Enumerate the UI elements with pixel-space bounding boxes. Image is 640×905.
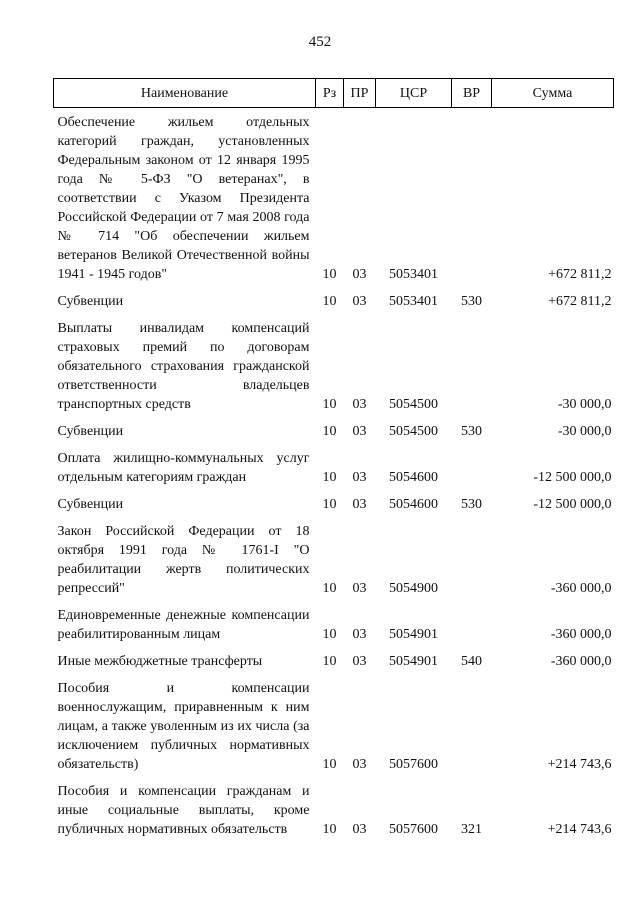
row-vr [452,674,492,777]
row-csr: 5054901 [389,654,438,669]
row-pr: 03 [352,267,367,282]
row-name: Субвенции [57,294,124,309]
row-sum: +214 743,6 [547,822,612,837]
row-sum: -360 000,0 [550,581,612,596]
table-row [54,777,614,842]
table-row [54,287,614,314]
row-name: Обеспечение жильем отдельных категорий граждан, установленных Федеральным законом от 12 января 1995 года № 5-ФЗ "О ветеранах", в соответствии с Указом Президента Российской Федерации от 7 мая 2008 года № 714 "Об обеспечении жильем ветеранов Великой Отечественной войны 1941 - 1945 годов" [57,115,310,282]
row-vr [452,444,492,490]
row-rz: 10 [322,581,337,596]
row-sum: +672 811,2 [548,294,612,309]
row-vr [452,517,492,601]
row-vr: 530 [461,497,482,512]
row-name: Пособия и компенсации военнослужащим, приравненным к ним лицам, а также уволенным из их числа (за исключением публичных нормативных обязательств) [57,681,310,772]
row-name: Выплаты инвалидам компенсаций страховых премий по договорам обязательного страхования гражданской ответственности владельцев транспортных средств [57,321,310,412]
row-pr: 03 [352,470,367,485]
row-csr: 5054600 [389,470,438,485]
row-csr: 5054500 [389,397,438,412]
row-name: Единовременные денежные компенсации реабилитированным лицам [57,608,310,642]
header-vr: ВР [452,79,492,108]
row-csr: 5054500 [389,424,438,439]
row-csr: 5053401 [389,294,438,309]
header-rz: Рз [316,79,344,108]
row-name: Иные межбюджетные трансферты [57,654,263,669]
row-sum: +214 743,6 [547,757,612,772]
table-row [54,601,614,647]
row-rz: 10 [322,757,337,772]
row-rz: 10 [322,654,337,669]
budget-table [53,78,614,842]
row-sum: -12 500 000,0 [533,497,612,512]
row-vr: 321 [461,822,482,837]
table-row [54,417,614,444]
row-sum: -30 000,0 [557,424,612,439]
row-name: Закон Российской Федерации от 18 октября 1991 года № 1761-I "О реабилитации жертв политических репрессий" [57,524,310,596]
table-row [54,647,614,674]
row-pr: 03 [352,581,367,596]
header-name: Наименование [54,79,316,108]
row-csr: 5054600 [389,497,438,512]
page-number: 452 [308,34,332,50]
row-pr: 03 [352,397,367,412]
row-vr: 540 [461,654,482,669]
row-csr: 5053401 [389,267,438,282]
header-sum: Сумма [492,79,614,108]
table-row [54,490,614,517]
row-csr: 5057600 [389,822,438,837]
row-rz: 10 [322,294,337,309]
row-name: Пособия и компенсации гражданам и иные социальные выплаты, кроме публичных нормативных обязательств [57,784,310,837]
row-vr: 530 [461,294,482,309]
row-vr: 530 [461,424,482,439]
row-rz: 10 [322,397,337,412]
row-pr: 03 [352,497,367,512]
row-sum: -360 000,0 [550,627,612,642]
row-name: Оплата жилищно-коммунальных услуг отдельным категориям граждан [57,451,310,485]
table-row [54,517,614,601]
row-sum: -12 500 000,0 [533,470,612,485]
row-vr [452,314,492,417]
row-pr: 03 [352,627,367,642]
table-row [54,108,614,288]
row-pr: 03 [352,822,367,837]
header-pr: ПР [344,79,376,108]
row-pr: 03 [352,654,367,669]
row-vr [452,108,492,288]
header-csr: ЦСР [376,79,452,108]
table-row [54,444,614,490]
row-csr: 5054900 [389,581,438,596]
row-rz: 10 [322,267,337,282]
row-csr: 5057600 [389,757,438,772]
row-rz: 10 [322,470,337,485]
row-pr: 03 [352,294,367,309]
row-pr: 03 [352,424,367,439]
table-row [54,314,614,417]
row-sum: -360 000,0 [550,654,612,669]
row-name: Субвенции [57,424,124,439]
row-sum: -30 000,0 [557,397,612,412]
row-rz: 10 [322,822,337,837]
row-rz: 10 [322,627,337,642]
row-sum: +672 811,2 [548,267,612,282]
row-vr [452,601,492,647]
row-rz: 10 [322,424,337,439]
row-pr: 03 [352,757,367,772]
table-row [54,674,614,777]
row-rz: 10 [322,497,337,512]
table-header-row [54,79,614,108]
row-csr: 5054901 [389,627,438,642]
row-name: Субвенции [57,497,124,512]
